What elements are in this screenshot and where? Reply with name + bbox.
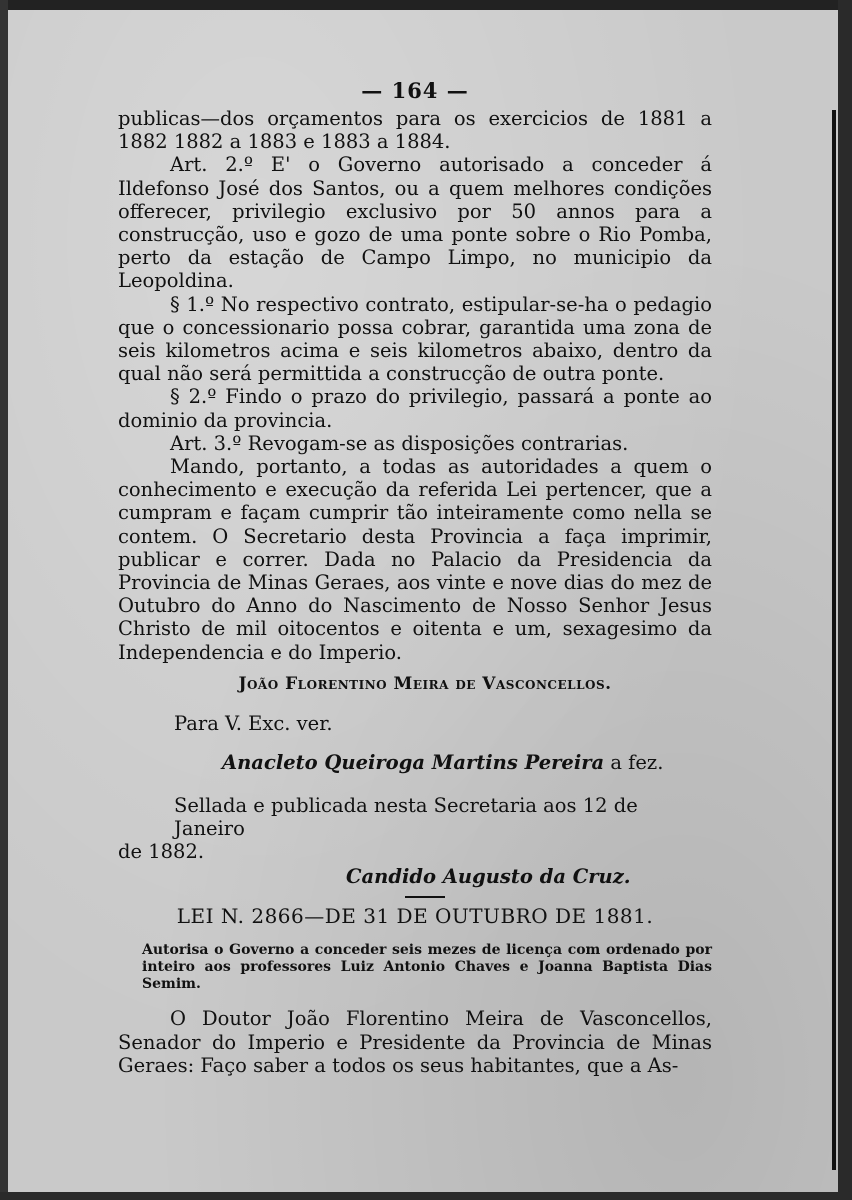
binding-shadow — [832, 110, 836, 1170]
sellada-line-2: de 1882. — [118, 840, 205, 864]
signature-candido: Candido Augusto da Cruz. — [346, 865, 631, 889]
signature-text: João Florentino Meira de Vasconcellos. — [238, 673, 612, 694]
scan-edge-right — [838, 0, 852, 1200]
paragraph-1: § 1.º No respectivo contrato, estipular-se-ha o pedagio que o concessionario possa cobrar, garantida uma zona de seis kilometros acima e seis kilometros abaixo, dentro da qual não será permittida a construcção de outra ponte. — [118, 292, 712, 386]
anacleto-line — [118, 751, 712, 774]
anacleto-suffix: a fez. — [604, 750, 664, 774]
paragraph-continuation: publicas—dos orçamentos para os exercicios de 1881 a 1882 1882 a 1883 e 1883 a 1884. — [118, 107, 712, 154]
sellada-line-1: Sellada e publicada nesta Secretaria aos 12 de Janeiro — [174, 793, 638, 841]
article-3: Art. 3.º Revogam-se as disposições contrarias. — [170, 431, 629, 455]
anacleto-name: Anacleto Queiroga Martins Pereira — [222, 750, 605, 774]
para-ver-line: Para V. Exc. ver. — [174, 711, 333, 735]
page-number: — 164 — — [361, 78, 469, 103]
paragraph-2: § 2.º Findo o prazo do privilegio, passará a ponte ao dominio da provincia. — [118, 385, 712, 432]
law-title: LEI N. 2866—DE 31 DE OUTUBRO DE 1881. — [176, 904, 654, 929]
sellada-paragraph — [118, 794, 712, 864]
scan-edge-left — [0, 0, 8, 1200]
article-2: Art. 2.º E' o Governo autorisado a conceder á Ildefonso José dos Santos, ou a quem melhores condições offerecer, privilegio exclusivo por 50 annos para a construcção, uso e gozo de uma ponte sobre o Rio Pomba, perto da estação de Campo Limpo, no municipio da Leopoldina. — [118, 153, 712, 293]
law-summary: Autorisa o Governo a conceder seis mezes de licença com ordenado por inteiro aos professores Luiz Antonio Chaves e Joanna Baptista Dias Semim. — [142, 942, 712, 993]
page-content — [118, 78, 712, 1077]
final-paragraph: O Doutor João Florentino Meira de Vasconcellos, Senador do Imperio e Presidente da Provincia de Minas Geraes: Faço saber a todos os seus habitantes, que a As- — [118, 1007, 712, 1077]
mando-paragraph: Mando, portanto, a todas as autoridades a quem o conhecimento e execução da referida Lei pertencer, que a cumpram e façam cumprir tão inteiramente como nella se contem. O Secretario desta Provincia a faça imprimir, publicar e correr. Dada no Palacio da Presidencia da Provincia de Minas Geraes, aos vinte e nove dias do mez de Outubro do Anno do Nascimento de Nosso Senhor Jesus Christo de mil oitocentos e oitenta e um, sexagesimo da Independencia e do Imperio. — [118, 455, 712, 664]
section-separator — [405, 896, 445, 898]
scan-edge-top — [0, 0, 852, 10]
signature-governor — [118, 674, 712, 694]
scan-edge-bottom — [0, 1192, 852, 1200]
